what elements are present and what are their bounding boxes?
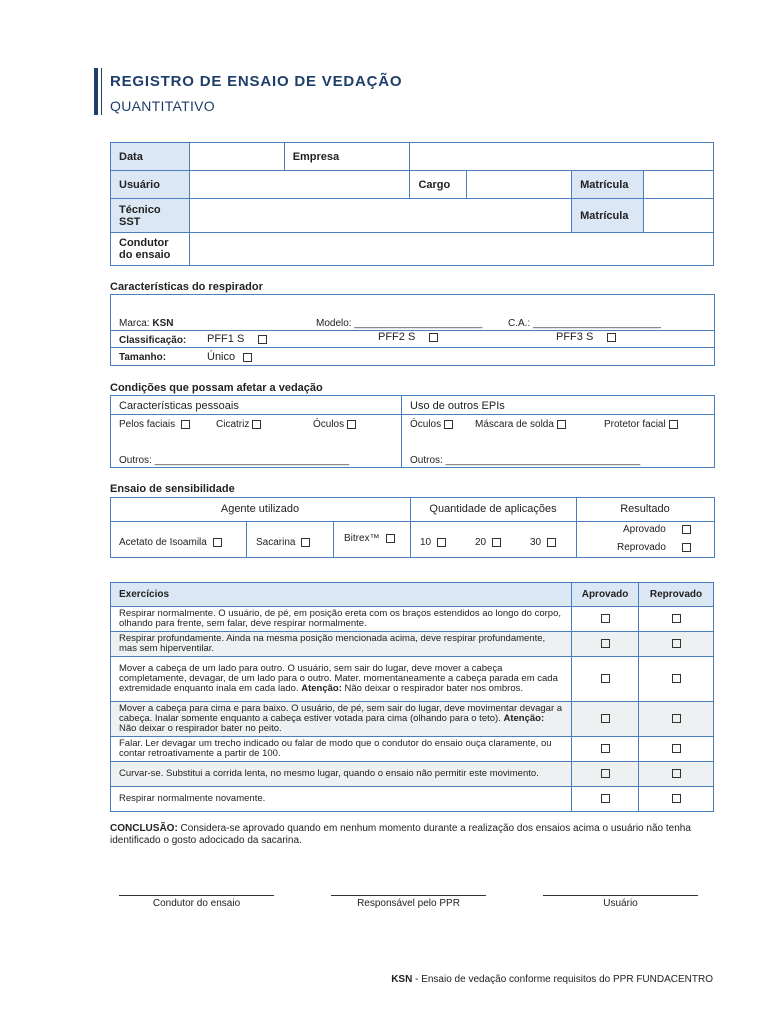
option-oculos-2[interactable]: Óculos <box>410 419 453 430</box>
checkbox-unico[interactable] <box>243 353 252 362</box>
section-condicoes: Condições que possam afetar a vedação <box>110 382 323 394</box>
exercises-table <box>110 582 714 812</box>
conditions-divider-v <box>401 395 402 467</box>
option-unico[interactable]: Único <box>207 351 252 363</box>
section-sensibilidade: Ensaio de sensibilidade <box>110 483 235 495</box>
signature-usuario: Usuário <box>603 898 638 909</box>
sens-divider-v3 <box>246 521 247 557</box>
checkbox-oculos-1[interactable] <box>347 420 356 429</box>
signature-condutor: Condutor do ensaio <box>152 898 241 909</box>
field-cargo[interactable] <box>467 171 572 199</box>
label-data: Data <box>111 143 190 171</box>
label-matricula-2: Matrícula <box>572 199 644 233</box>
checkbox-ex7-aprovado[interactable] <box>601 794 610 803</box>
checkbox-ex5-aprovado[interactable] <box>601 744 610 753</box>
checkbox-q10[interactable] <box>437 538 446 547</box>
checkbox-mascara[interactable] <box>557 420 566 429</box>
checkbox-cicatriz[interactable] <box>252 420 261 429</box>
checkbox-ex6-aprovado[interactable] <box>601 769 610 778</box>
header-accent-line <box>101 68 102 115</box>
option-sacarina[interactable]: Sacarina <box>256 537 310 548</box>
checkbox-q30[interactable] <box>547 538 556 547</box>
checkbox-pff3[interactable] <box>607 333 616 342</box>
label-tamanho: Tamanho: <box>119 352 167 363</box>
header-accent-bar <box>94 68 98 115</box>
conditions-divider-h <box>110 414 714 415</box>
field-data[interactable] <box>189 143 284 171</box>
marca: Marca: KSN <box>119 318 174 329</box>
checkbox-pff2[interactable] <box>429 333 438 342</box>
signature-line-condutor <box>119 895 274 896</box>
checkbox-ex4-reprovado[interactable] <box>672 714 681 723</box>
checkbox-ex2-reprovado[interactable] <box>672 639 681 648</box>
option-pff3[interactable]: PFF3 S <box>556 331 616 343</box>
section-respirador: Características do respirador <box>110 281 263 293</box>
checkbox-sacarina[interactable] <box>301 538 310 547</box>
page-title: REGISTRO DE ENSAIO DE VEDAÇÃO <box>110 73 403 90</box>
sens-divider-v4 <box>333 521 334 557</box>
signature-responsavel: Responsável pelo PPR <box>357 898 460 909</box>
checkbox-ex6-reprovado[interactable] <box>672 769 681 778</box>
option-pff1[interactable]: PFF1 S <box>207 333 267 345</box>
outros-personal-field[interactable]: Outros: ___________________________________ <box>119 455 350 466</box>
option-q20[interactable]: 20 <box>475 537 501 548</box>
label-condutor: Condutor do ensaio <box>111 233 190 266</box>
header-agent: Agente utilizado <box>220 503 300 515</box>
header-personal: Características pessoais <box>119 400 239 412</box>
checkbox-ex4-aprovado[interactable] <box>601 714 610 723</box>
exercise-text: Mover a cabeça para cima e para baixo. O usuário, de pé, sem sair do lugar, deve movimentar devagar a cabeça. Inalar somente enquanto a cabeça estiver votada para cima (olhando para o teto). Atenção: Não deixar o respirador bater no peito. <box>111 702 572 737</box>
option-bitrex[interactable]: Bitrex™ <box>344 533 395 544</box>
option-acetato[interactable]: Acetato de Isoamila <box>119 537 222 548</box>
exercise-text: Mover a cabeça de um lado para outro. O usuário, sem sair do lugar, deve mover a cabeça completamente, devagar, de um lado para o outro. Mater. momentaneamente a cabeça parada em cada extremidade enquanto inala em cada lado. Atenção: Não deixar o respirador bater nos ombros. <box>111 657 572 702</box>
exercise-text: Respirar normalmente. O usuário, de pé, em posição ereta com os braços estendidos ao longo do corpo, olhando para frente, sem falar, deve respirar normalmente. <box>111 607 572 632</box>
ca-field[interactable]: C.A.: _______________________ <box>508 318 661 329</box>
header-qty: Quantidade de aplicações <box>429 503 557 515</box>
checkbox-q20[interactable] <box>492 538 501 547</box>
label-usuario: Usuário <box>111 171 190 199</box>
label-cargo: Cargo <box>410 171 467 199</box>
label-matricula: Matrícula <box>572 171 644 199</box>
checkbox-acetato[interactable] <box>213 538 222 547</box>
checkbox-aprovado[interactable] <box>682 525 691 534</box>
label-tecnico: Técnico SST <box>111 199 190 233</box>
option-reprovado[interactable]: Reprovado <box>617 542 691 553</box>
field-condutor[interactable] <box>189 233 713 266</box>
field-matricula-2[interactable] <box>644 199 714 233</box>
exercise-text: Respirar profundamente. Ainda na mesma posição mencionada acima, deve respirar profundamente, mas sem hiperventilar. <box>111 632 572 657</box>
option-pelos[interactable]: Pelos faciais <box>119 419 190 430</box>
signature-line-responsavel <box>331 895 486 896</box>
col-reprovado: Reprovado <box>639 583 714 607</box>
option-aprovado[interactable]: Aprovado <box>623 524 691 535</box>
exercise-text: Curvar-se. Substitui a corrida lenta, no mesmo lugar, quando o ensaio não permitir este movimento. <box>111 762 572 787</box>
exercise-text: Respirar normalmente novamente. <box>111 787 572 812</box>
sens-divider-h <box>110 521 714 522</box>
header-other-epis: Uso de outros EPIs <box>410 400 505 412</box>
checkbox-protetor[interactable] <box>669 420 678 429</box>
label-classificacao: Classificação: <box>119 335 187 346</box>
conclusion: CONCLUSÃO: Considera-se aprovado quando em nenhum momento durante a realização dos ensaios acima o usuário não tenha identificado o gosto adocicado da sacarina. <box>110 823 691 846</box>
option-q10[interactable]: 10 <box>420 537 446 548</box>
respirator-divider-2 <box>110 347 714 348</box>
option-mascara[interactable]: Máscara de solda <box>475 419 566 430</box>
field-matricula[interactable] <box>644 171 714 199</box>
option-cicatriz[interactable]: Cicatriz <box>216 419 261 430</box>
col-aprovado: Aprovado <box>572 583 639 607</box>
outros-epis-field[interactable]: Outros: ___________________________________ <box>410 455 641 466</box>
signature-line-usuario <box>543 895 698 896</box>
option-q30[interactable]: 30 <box>530 537 556 548</box>
checkbox-ex7-reprovado[interactable] <box>672 794 681 803</box>
field-tecnico[interactable] <box>189 199 571 233</box>
col-exercicios: Exercícios <box>111 583 572 607</box>
checkbox-ex5-reprovado[interactable] <box>672 744 681 753</box>
checkbox-pff1[interactable] <box>258 335 267 344</box>
checkbox-reprovado[interactable] <box>682 543 691 552</box>
info-table <box>110 142 714 266</box>
modelo-field[interactable]: Modelo: _______________________ <box>316 318 483 329</box>
label-empresa: Empresa <box>284 143 410 171</box>
footer: KSN - Ensaio de vedação conforme requisitos do PPR FUNDACENTRO <box>391 974 713 985</box>
checkbox-ex3-aprovado[interactable] <box>601 674 610 683</box>
checkbox-ex3-reprovado[interactable] <box>672 674 681 683</box>
checkbox-pelos[interactable] <box>181 420 190 429</box>
page-subtitle: QUANTITATIVO <box>110 98 215 114</box>
option-oculos-1[interactable]: Óculos <box>313 419 356 430</box>
checkbox-ex2-aprovado[interactable] <box>601 639 610 648</box>
checkbox-bitrex[interactable] <box>386 534 395 543</box>
option-pff2[interactable]: PFF2 S <box>378 331 438 343</box>
checkbox-ex1-reprovado[interactable] <box>672 614 681 623</box>
field-usuario[interactable] <box>189 171 410 199</box>
header-result: Resultado <box>620 503 670 515</box>
option-protetor[interactable]: Protetor facial <box>604 419 678 430</box>
checkbox-ex1-aprovado[interactable] <box>601 614 610 623</box>
field-empresa[interactable] <box>410 143 714 171</box>
checkbox-oculos-2[interactable] <box>444 420 453 429</box>
exercise-text: Falar. Ler devagar um trecho indicado ou falar de modo que o condutor do ensaio ouça claramente, ou contar retroativamente a partir de 100. <box>111 737 572 762</box>
